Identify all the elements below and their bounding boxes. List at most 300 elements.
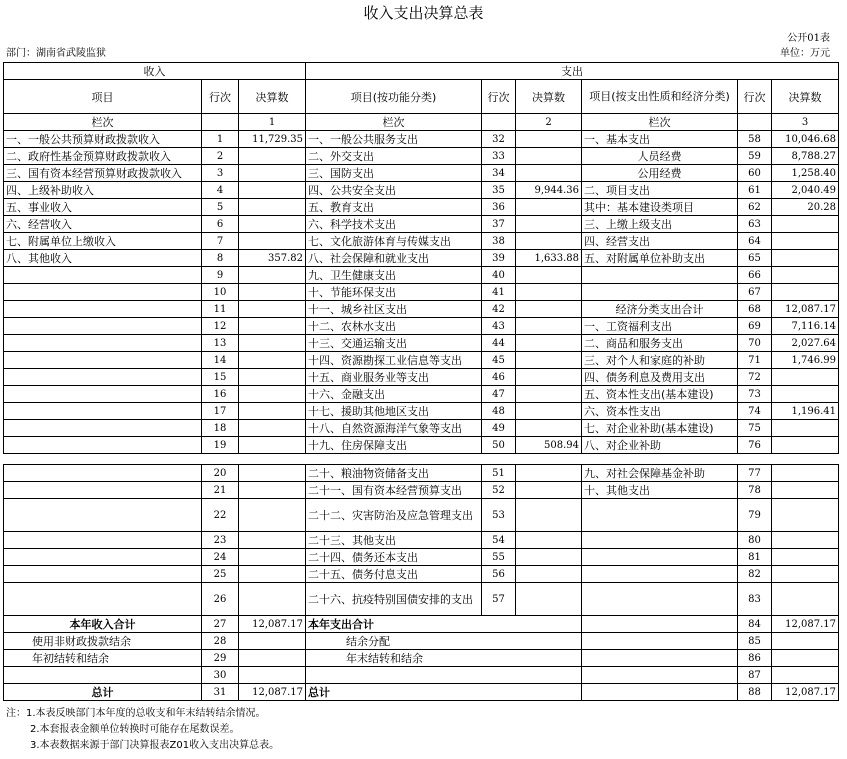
income-item bbox=[4, 369, 202, 386]
column-label: 栏次 bbox=[306, 114, 482, 131]
economic-expense-item: 三、上缴上级支出 bbox=[582, 216, 738, 233]
income-item-empty bbox=[4, 465, 202, 482]
function-expense-item: 二十二、灾害防治及应急管理支出 bbox=[306, 499, 482, 532]
row-number: 56 bbox=[482, 566, 516, 583]
column-number: 1 bbox=[239, 114, 306, 131]
economic-expense-amount: 8,788.27 bbox=[772, 148, 839, 165]
function-expense-amount bbox=[516, 148, 582, 165]
grand-total-expense: 12,087.17 bbox=[772, 684, 839, 701]
economic-expense-item bbox=[582, 284, 738, 301]
row-number: 69 bbox=[738, 318, 772, 335]
income-amount bbox=[239, 301, 306, 318]
row-number: 68 bbox=[738, 301, 772, 318]
function-expense-item: 十、节能环保支出 bbox=[306, 284, 482, 301]
income-amount: 357.82 bbox=[239, 250, 306, 267]
function-expense-amount bbox=[516, 216, 582, 233]
row-number: 14 bbox=[202, 352, 239, 369]
row-number: 72 bbox=[738, 369, 772, 386]
economic-expense-item: 经济分类支出合计 bbox=[582, 301, 738, 318]
income-item bbox=[4, 335, 202, 352]
economic-expense-amount: 20.28 bbox=[772, 199, 839, 216]
table-row bbox=[4, 386, 839, 403]
row-number: 78 bbox=[738, 482, 772, 499]
economic-expense-amount: 1,258.40 bbox=[772, 165, 839, 182]
function-expense-item: 七、文化旅游体育与传媒支出 bbox=[306, 233, 482, 250]
economic-expense-amount-empty bbox=[772, 583, 839, 616]
row-number: 19 bbox=[202, 437, 239, 454]
form-number: 公开01表 bbox=[787, 33, 830, 44]
row-number: 30 bbox=[202, 667, 239, 684]
income-item: 六、经营收入 bbox=[4, 216, 202, 233]
income-item-header: 项目 bbox=[4, 80, 202, 114]
row-number: 54 bbox=[482, 532, 516, 549]
economic-expense-amount: 7,116.14 bbox=[772, 318, 839, 335]
table-row bbox=[4, 566, 839, 583]
row-number: 22 bbox=[202, 499, 239, 532]
row-number: 15 bbox=[202, 369, 239, 386]
row-number: 49 bbox=[482, 420, 516, 437]
income-amount-empty bbox=[239, 499, 306, 532]
economic-expense-item: 公用经费 bbox=[582, 165, 738, 182]
row-number: 13 bbox=[202, 335, 239, 352]
row-number: 76 bbox=[738, 437, 772, 454]
row-number: 81 bbox=[738, 549, 772, 566]
beginning-balance-label: 年初结转和结余 bbox=[4, 650, 202, 667]
amount-header: 决算数 bbox=[516, 80, 582, 114]
row-number: 63 bbox=[738, 216, 772, 233]
economic-expense-item: 一、工资福利支出 bbox=[582, 318, 738, 335]
table-row bbox=[4, 369, 839, 386]
economic-expense-item: 二、商品和服务支出 bbox=[582, 335, 738, 352]
economic-expense-amount-empty bbox=[772, 499, 839, 532]
row-number: 80 bbox=[738, 532, 772, 549]
row-number: 9 bbox=[202, 267, 239, 284]
row-number: 5 bbox=[202, 199, 239, 216]
economic-expense-item: 四、经营支出 bbox=[582, 233, 738, 250]
function-expense-item: 十三、交通运输支出 bbox=[306, 335, 482, 352]
row-number: 35 bbox=[482, 182, 516, 199]
income-total-row bbox=[4, 616, 839, 633]
economic-expense-amount bbox=[772, 233, 839, 250]
footnote: 3.本表数据来源于部门决算报表Z01收入支出决算总表。 bbox=[30, 740, 280, 751]
economic-expense-amount bbox=[772, 267, 839, 284]
row-number: 88 bbox=[738, 684, 772, 701]
economic-expense-amount bbox=[772, 369, 839, 386]
function-expense-amount bbox=[516, 131, 582, 148]
row-number: 87 bbox=[738, 667, 772, 684]
function-expense-item: 八、社会保障和就业支出 bbox=[306, 250, 482, 267]
function-expense-amount bbox=[516, 403, 582, 420]
function-expense-item: 十九、住房保障支出 bbox=[306, 437, 482, 454]
row-number: 57 bbox=[482, 583, 516, 616]
table-row bbox=[4, 549, 839, 566]
function-expense-amount bbox=[516, 335, 582, 352]
income-amount bbox=[239, 437, 306, 454]
economic-expense-item bbox=[582, 267, 738, 284]
row-number: 75 bbox=[738, 420, 772, 437]
income-item-empty bbox=[4, 566, 202, 583]
row-number: 18 bbox=[202, 420, 239, 437]
row-number: 85 bbox=[738, 633, 772, 650]
function-expense-amount bbox=[516, 386, 582, 403]
column-number: 2 bbox=[516, 114, 582, 131]
function-expense-item: 一、一般公共服务支出 bbox=[306, 131, 482, 148]
summary-table-part1 bbox=[3, 62, 839, 454]
expense-total-value: 12,087.17 bbox=[772, 616, 839, 633]
row-number: 43 bbox=[482, 318, 516, 335]
income-amount: 11,729.35 bbox=[239, 131, 306, 148]
row-number: 25 bbox=[202, 566, 239, 583]
function-expense-item: 二、外交支出 bbox=[306, 148, 482, 165]
economic-expense-amount bbox=[772, 420, 839, 437]
income-item bbox=[4, 420, 202, 437]
economic-expense-item: 三、对个人和家庭的补助 bbox=[582, 352, 738, 369]
function-expense-amount bbox=[516, 420, 582, 437]
income-item-empty bbox=[4, 532, 202, 549]
income-amount-empty bbox=[239, 482, 306, 499]
row-number: 58 bbox=[738, 131, 772, 148]
table-row bbox=[4, 182, 839, 199]
economic-expense-item: 一、基本支出 bbox=[582, 131, 738, 148]
row-number: 8 bbox=[202, 250, 239, 267]
income-item bbox=[4, 301, 202, 318]
row-number: 83 bbox=[738, 583, 772, 616]
income-amount bbox=[239, 284, 306, 301]
row-number: 27 bbox=[202, 616, 239, 633]
economic-expense-amount: 1,746.99 bbox=[772, 352, 839, 369]
economic-expense-amount: 12,087.17 bbox=[772, 301, 839, 318]
table-row bbox=[4, 216, 839, 233]
function-expense-amount-empty bbox=[516, 465, 582, 482]
nonfiscal-surplus-label: 使用非财政拨款结余 bbox=[4, 633, 202, 650]
function-expense-amount-empty bbox=[516, 482, 582, 499]
income-item-empty bbox=[4, 583, 202, 616]
row-number: 39 bbox=[482, 250, 516, 267]
economic-expense-amount bbox=[772, 386, 839, 403]
surplus-distribution-label: 结余分配 bbox=[306, 633, 582, 650]
income-total-value: 12,087.17 bbox=[239, 616, 306, 633]
income-item bbox=[4, 437, 202, 454]
income-item bbox=[4, 403, 202, 420]
row-number: 11 bbox=[202, 301, 239, 318]
economic-expense-item bbox=[582, 549, 738, 566]
income-amount bbox=[239, 335, 306, 352]
row-number: 12 bbox=[202, 318, 239, 335]
income-item-empty bbox=[4, 482, 202, 499]
economic-expense-item: 人员经费 bbox=[582, 148, 738, 165]
row-number: 34 bbox=[482, 165, 516, 182]
economic-expense-amount: 10,046.68 bbox=[772, 131, 839, 148]
row-number: 46 bbox=[482, 369, 516, 386]
row-number: 4 bbox=[202, 182, 239, 199]
table-row bbox=[4, 335, 839, 352]
function-expense-amount: 9,944.36 bbox=[516, 182, 582, 199]
economic-expense-amount bbox=[772, 284, 839, 301]
table-row bbox=[4, 148, 839, 165]
row-number: 86 bbox=[738, 650, 772, 667]
income-item bbox=[4, 318, 202, 335]
function-expense-item: 二十、粮油物资储备支出 bbox=[306, 465, 482, 482]
income-header: 收入 bbox=[4, 63, 306, 80]
income-amount-empty bbox=[239, 549, 306, 566]
function-expense-item: 五、教育支出 bbox=[306, 199, 482, 216]
income-amount-empty bbox=[239, 583, 306, 616]
income-amount-empty bbox=[239, 532, 306, 549]
row-number: 70 bbox=[738, 335, 772, 352]
table-row bbox=[4, 233, 839, 250]
row-number: 26 bbox=[202, 583, 239, 616]
function-expense-item: 四、公共安全支出 bbox=[306, 182, 482, 199]
table-row bbox=[4, 352, 839, 369]
row-number: 3 bbox=[202, 165, 239, 182]
table-row bbox=[4, 420, 839, 437]
row-number: 24 bbox=[202, 549, 239, 566]
economic-expense-amount-empty bbox=[772, 465, 839, 482]
table-row bbox=[4, 301, 839, 318]
row-number: 53 bbox=[482, 499, 516, 532]
row-number: 2 bbox=[202, 148, 239, 165]
economic-expense-amount: 2,027.64 bbox=[772, 335, 839, 352]
table-row bbox=[4, 165, 839, 182]
row-no-header: 行次 bbox=[202, 80, 239, 114]
income-item-empty bbox=[4, 499, 202, 532]
income-item: 八、其他收入 bbox=[4, 250, 202, 267]
function-expense-item: 二十六、抗疫特别国债安排的支出 bbox=[306, 583, 482, 616]
income-amount bbox=[239, 386, 306, 403]
income-item bbox=[4, 284, 202, 301]
income-item: 七、附属单位上缴收入 bbox=[4, 233, 202, 250]
economic-expense-amount-empty bbox=[772, 566, 839, 583]
row-number: 50 bbox=[482, 437, 516, 454]
row-number: 77 bbox=[738, 465, 772, 482]
economic-expense-amount bbox=[772, 250, 839, 267]
function-expense-item: 九、卫生健康支出 bbox=[306, 267, 482, 284]
grand-total-label: 总计 bbox=[306, 684, 582, 701]
income-amount bbox=[239, 199, 306, 216]
economic-expense-item: 九、对社会保障基金补助 bbox=[582, 465, 738, 482]
income-item-empty bbox=[4, 549, 202, 566]
row-number: 29 bbox=[202, 650, 239, 667]
table-row bbox=[4, 250, 839, 267]
income-amount bbox=[239, 182, 306, 199]
row-number: 65 bbox=[738, 250, 772, 267]
economic-expense-item: 其中：基本建设类项目 bbox=[582, 199, 738, 216]
function-expense-item: 十五、商业服务业等支出 bbox=[306, 369, 482, 386]
row-number: 48 bbox=[482, 403, 516, 420]
income-amount bbox=[239, 420, 306, 437]
function-expense-amount bbox=[516, 369, 582, 386]
function-expense-item: 六、科学技术支出 bbox=[306, 216, 482, 233]
row-number: 66 bbox=[738, 267, 772, 284]
income-amount bbox=[239, 233, 306, 250]
function-expense-amount: 1,633.88 bbox=[516, 250, 582, 267]
income-item bbox=[4, 386, 202, 403]
amount-header: 决算数 bbox=[239, 80, 306, 114]
income-item bbox=[4, 267, 202, 284]
income-item: 三、国有资本经营预算财政拨款收入 bbox=[4, 165, 202, 182]
row-number: 42 bbox=[482, 301, 516, 318]
column-label: 栏次 bbox=[582, 114, 738, 131]
row-number: 20 bbox=[202, 465, 239, 482]
economic-expense-amount: 1,196.41 bbox=[772, 403, 839, 420]
function-expense-item: 十六、金融支出 bbox=[306, 386, 482, 403]
row-number: 41 bbox=[482, 284, 516, 301]
function-expense-amount bbox=[516, 352, 582, 369]
income-item: 五、事业收入 bbox=[4, 199, 202, 216]
row-number: 31 bbox=[202, 684, 239, 701]
row-number: 1 bbox=[202, 131, 239, 148]
table-row bbox=[4, 403, 839, 420]
footnote: 注：1.本表反映部门本年度的总收支和年末结转结余情况。 bbox=[6, 708, 266, 719]
row-number: 37 bbox=[482, 216, 516, 233]
economic-expense-item: 六、资本性支出 bbox=[582, 403, 738, 420]
income-amount bbox=[239, 216, 306, 233]
economic-expense-item bbox=[582, 583, 738, 616]
economic-expense-item bbox=[582, 532, 738, 549]
row-number: 64 bbox=[738, 233, 772, 250]
expense-header: 支出 bbox=[306, 63, 839, 80]
row-number: 51 bbox=[482, 465, 516, 482]
economic-expense-amount bbox=[772, 216, 839, 233]
economic-expense-item: 十、其他支出 bbox=[582, 482, 738, 499]
row-number: 44 bbox=[482, 335, 516, 352]
row-number: 47 bbox=[482, 386, 516, 403]
func-item-header: 项目(按功能分类) bbox=[306, 80, 482, 114]
table-row bbox=[4, 284, 839, 301]
function-expense-amount bbox=[516, 318, 582, 335]
economic-expense-amount-empty bbox=[772, 482, 839, 499]
function-expense-item: 十一、城乡社区支出 bbox=[306, 301, 482, 318]
row-number: 21 bbox=[202, 482, 239, 499]
economic-expense-item: 四、债务利息及费用支出 bbox=[582, 369, 738, 386]
economic-expense-amount bbox=[772, 437, 839, 454]
row-number: 6 bbox=[202, 216, 239, 233]
row-number: 82 bbox=[738, 566, 772, 583]
row-number: 71 bbox=[738, 352, 772, 369]
economic-expense-item: 八、对企业补助 bbox=[582, 437, 738, 454]
row-number: 38 bbox=[482, 233, 516, 250]
row-number: 62 bbox=[738, 199, 772, 216]
function-expense-amount bbox=[516, 233, 582, 250]
row-no-header: 行次 bbox=[482, 80, 516, 114]
function-expense-amount-empty bbox=[516, 549, 582, 566]
column-label: 栏次 bbox=[4, 114, 202, 131]
footnote: 2.本套报表金额单位转换时可能存在尾数误差。 bbox=[30, 724, 240, 735]
function-expense-item: 十八、自然资源海洋气象等支出 bbox=[306, 420, 482, 437]
function-expense-amount-empty bbox=[516, 583, 582, 616]
income-amount bbox=[239, 369, 306, 386]
row-number: 17 bbox=[202, 403, 239, 420]
economic-expense-item bbox=[582, 499, 738, 532]
table-row bbox=[4, 318, 839, 335]
row-number: 79 bbox=[738, 499, 772, 532]
summary-table-part2 bbox=[3, 464, 839, 701]
row-number: 84 bbox=[738, 616, 772, 633]
econ-item-header: 项目(按支出性质和经济分类) bbox=[582, 80, 738, 114]
amount-header: 决算数 bbox=[772, 80, 839, 114]
row-number: 55 bbox=[482, 549, 516, 566]
table-row bbox=[4, 437, 839, 454]
function-expense-amount bbox=[516, 165, 582, 182]
income-amount bbox=[239, 148, 306, 165]
income-amount bbox=[239, 267, 306, 284]
income-item bbox=[4, 352, 202, 369]
function-expense-amount: 508.94 bbox=[516, 437, 582, 454]
economic-expense-item: 二、项目支出 bbox=[582, 182, 738, 199]
income-item: 一、一般公共预算财政拨款收入 bbox=[4, 131, 202, 148]
row-number: 59 bbox=[738, 148, 772, 165]
function-expense-item: 十二、农林水支出 bbox=[306, 318, 482, 335]
economic-expense-amount-empty bbox=[772, 532, 839, 549]
row-number: 74 bbox=[738, 403, 772, 420]
column-number: 3 bbox=[772, 114, 839, 131]
income-amount-empty bbox=[239, 465, 306, 482]
row-number: 67 bbox=[738, 284, 772, 301]
table-row bbox=[4, 267, 839, 284]
table-row bbox=[4, 482, 839, 499]
row-number: 73 bbox=[738, 386, 772, 403]
table-row bbox=[4, 199, 839, 216]
row-number: 23 bbox=[202, 532, 239, 549]
row-number: 32 bbox=[482, 131, 516, 148]
grand-total-income: 12,087.17 bbox=[239, 684, 306, 701]
table-row bbox=[4, 465, 839, 482]
income-total-label: 本年收入合计 bbox=[4, 616, 202, 633]
row-number: 28 bbox=[202, 633, 239, 650]
row-number: 33 bbox=[482, 148, 516, 165]
function-expense-amount bbox=[516, 199, 582, 216]
economic-expense-amount: 2,040.49 bbox=[772, 182, 839, 199]
function-expense-item: 十四、资源勘探工业信息等支出 bbox=[306, 352, 482, 369]
ending-balance-label: 年末结转和结余 bbox=[306, 650, 582, 667]
function-expense-amount bbox=[516, 301, 582, 318]
function-expense-item: 二十一、国有资本经营预算支出 bbox=[306, 482, 482, 499]
function-expense-amount bbox=[516, 267, 582, 284]
income-amount-empty bbox=[239, 566, 306, 583]
row-number: 36 bbox=[482, 199, 516, 216]
row-number: 45 bbox=[482, 352, 516, 369]
function-expense-amount-empty bbox=[516, 499, 582, 532]
economic-expense-item: 五、对附属单位补助支出 bbox=[582, 250, 738, 267]
grand-total-row bbox=[4, 684, 839, 701]
unit-label: 单位：万元 bbox=[780, 48, 830, 59]
expense-total-label: 本年支出合计 bbox=[306, 616, 582, 633]
table-row bbox=[4, 532, 839, 549]
income-item: 四、上级补助收入 bbox=[4, 182, 202, 199]
function-expense-item: 二十三、其他支出 bbox=[306, 532, 482, 549]
row-number: 40 bbox=[482, 267, 516, 284]
row-number: 16 bbox=[202, 386, 239, 403]
row-number: 60 bbox=[738, 165, 772, 182]
row-number: 52 bbox=[482, 482, 516, 499]
income-amount bbox=[239, 318, 306, 335]
income-amount bbox=[239, 352, 306, 369]
function-expense-item: 三、国防支出 bbox=[306, 165, 482, 182]
department-label: 部门：湖南省武陵监狱 bbox=[6, 48, 106, 59]
function-expense-item: 十七、援助其他地区支出 bbox=[306, 403, 482, 420]
footnotes bbox=[6, 706, 279, 754]
income-amount bbox=[239, 165, 306, 182]
function-expense-amount-empty bbox=[516, 566, 582, 583]
function-expense-item: 二十四、债务还本支出 bbox=[306, 549, 482, 566]
function-expense-amount bbox=[516, 284, 582, 301]
economic-expense-item: 七、对企业补助(基本建设) bbox=[582, 420, 738, 437]
grand-total-label: 总计 bbox=[4, 684, 202, 701]
table-row bbox=[4, 131, 839, 148]
table-row bbox=[4, 499, 839, 532]
row-no-header: 行次 bbox=[738, 80, 772, 114]
row-number: 7 bbox=[202, 233, 239, 250]
